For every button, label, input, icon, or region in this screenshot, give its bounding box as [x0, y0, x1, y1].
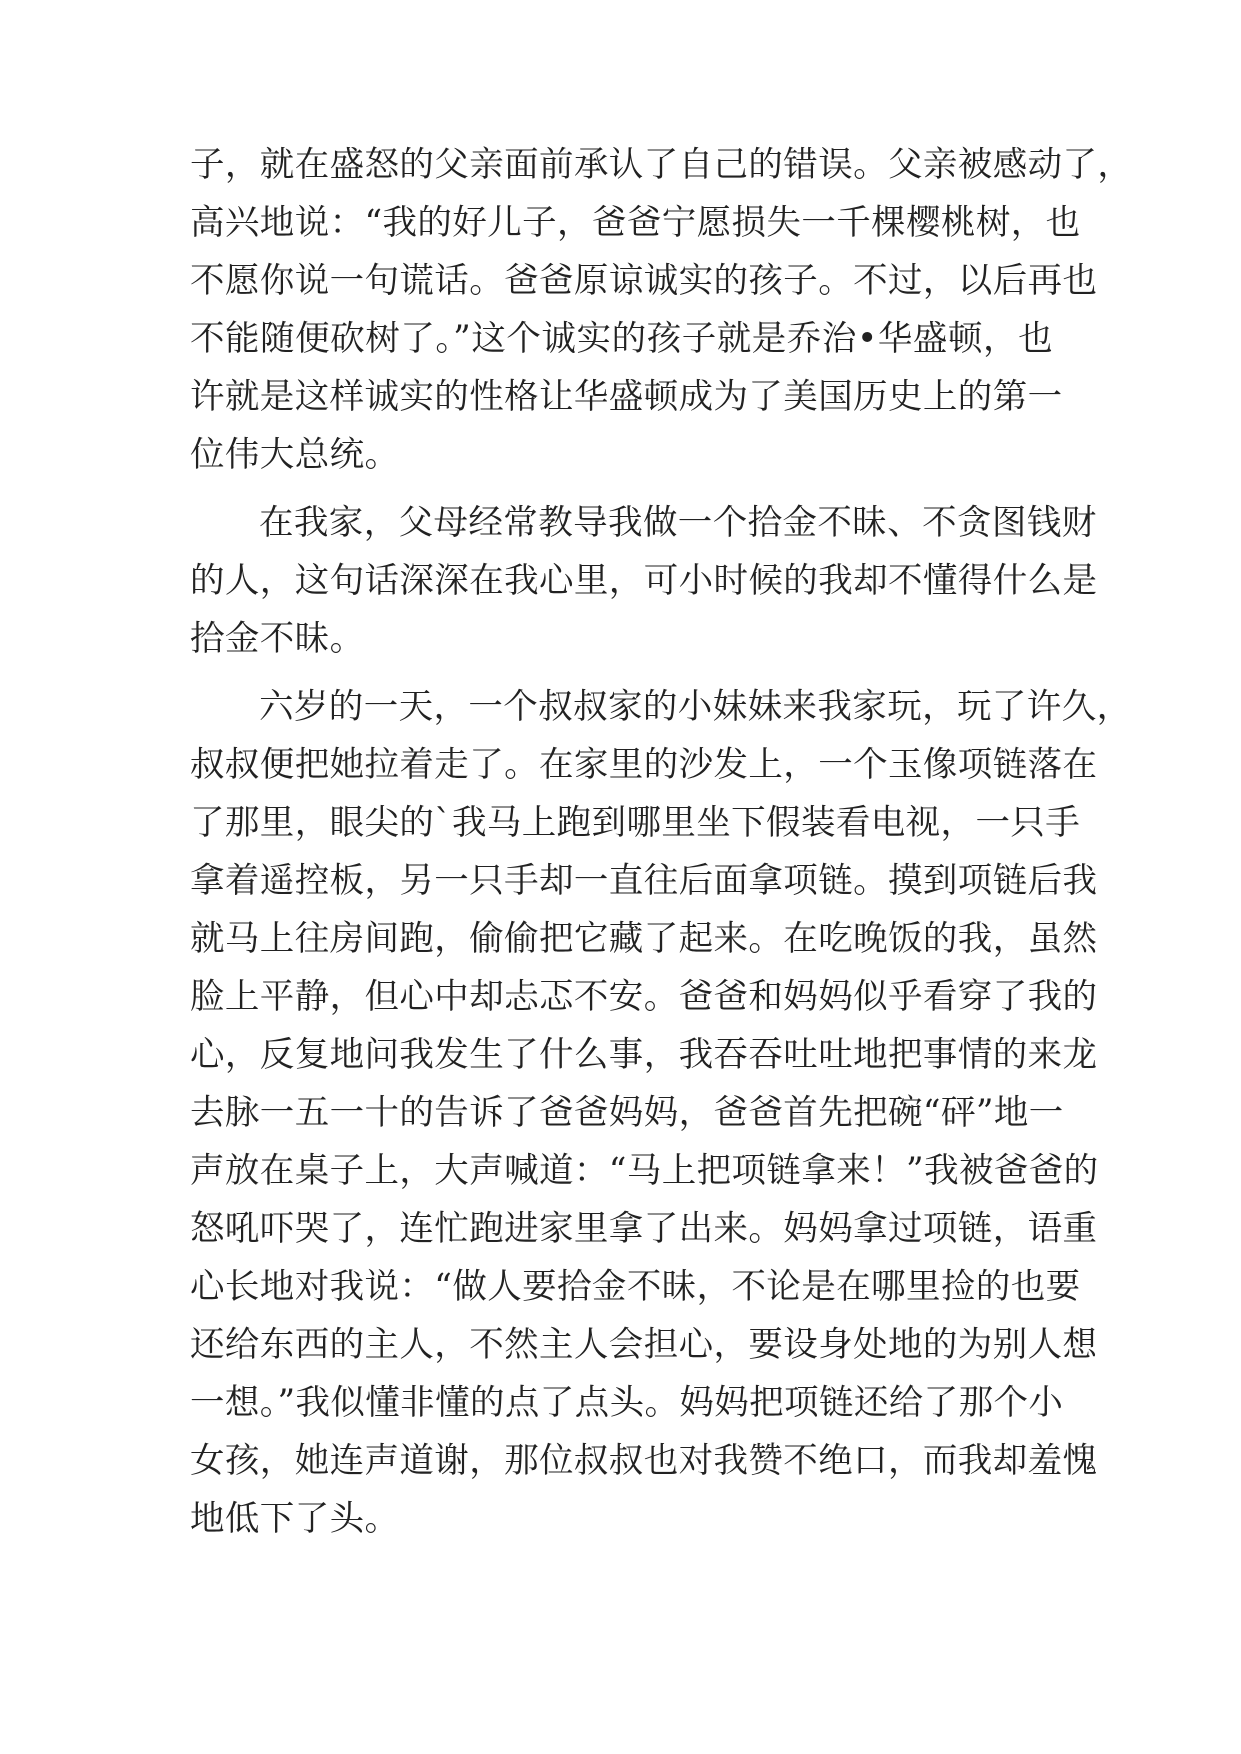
text-line: 怒吼吓哭了，连忙跑进家里拿了出来。妈妈拿过项链，语重 [190, 1209, 1098, 1249]
text-line: 心，反复地问我发生了什么事，我吞吞吐吐地把事情的来龙 [190, 1035, 1098, 1075]
text-line: 位伟大总统。 [190, 435, 400, 475]
text-line: 拿着遥控板，另一只手却一直往后面拿项链。摸到项链后我 [190, 861, 1098, 901]
text-line: 脸上平静，但心中却忐忑不安。爸爸和妈妈似乎看穿了我的 [190, 977, 1098, 1017]
text-line: 不愿你说一句谎话。爸爸原谅诚实的孩子。不过，以后再也 [190, 261, 1098, 301]
text-line: 的人，这句话深深在我心里，可小时候的我却不懂得什么是 [190, 561, 1098, 601]
text-line: 拾金不昧。 [190, 619, 365, 659]
text-line: 声放在桌子上，大声喊道：“马上把项链拿来！”我被爸爸的 [190, 1151, 1099, 1191]
text-line: 在我家，父母经常教导我做一个拾金不昧、不贪图钱财 [259, 503, 1097, 543]
paragraph-necklace-story [190, 678, 1132, 1548]
text-line: 去脉一五一十的告诉了爸爸妈妈，爸爸首先把碗“砰”地一 [190, 1093, 1064, 1133]
document-body [190, 136, 1133, 1558]
paragraph-parents-teaching [190, 494, 1098, 668]
text-line: 六岁的一天，一个叔叔家的小妹妹来我家玩，玩了许久， [259, 687, 1132, 727]
text-line: 许就是这样诚实的性格让华盛顿成为了美国历史上的第一 [190, 377, 1063, 417]
text-line: 还给东西的主人，不然主人会担心，要设身处地的为别人想 [190, 1325, 1098, 1365]
text-line: 就马上往房间跑，偷偷把它藏了起来。在吃晚饭的我，虽然 [190, 919, 1098, 959]
paragraph-washington-story [190, 136, 1133, 484]
text-line: 高兴地说：“我的好儿子，爸爸宁愿损失一千棵樱桃树，也 [190, 203, 1081, 243]
text-line: 叔叔便把她拉着走了。在家里的沙发上，一个玉像项链落在 [190, 745, 1098, 785]
text-line: 女孩，她连声道谢，那位叔叔也对我赞不绝口，而我却羞愧 [190, 1441, 1098, 1481]
text-line: 了那里，眼尖的`我马上跑到哪里坐下假装看电视，一只手 [190, 803, 1081, 843]
text-line: 不能随便砍树了。”这个诚实的孩子就是乔治•华盛顿，也 [190, 319, 1053, 359]
text-line: 地低下了头。 [190, 1499, 400, 1539]
text-line: 一想。”我似懂非懂的点了点头。妈妈把项链还给了那个小 [190, 1383, 1064, 1423]
text-line: 子，就在盛怒的父亲面前承认了自己的错误。父亲被感动了， [190, 145, 1133, 185]
text-line: 心长地对我说：“做人要拾金不昧，不论是在哪里捡的也要 [190, 1267, 1081, 1307]
